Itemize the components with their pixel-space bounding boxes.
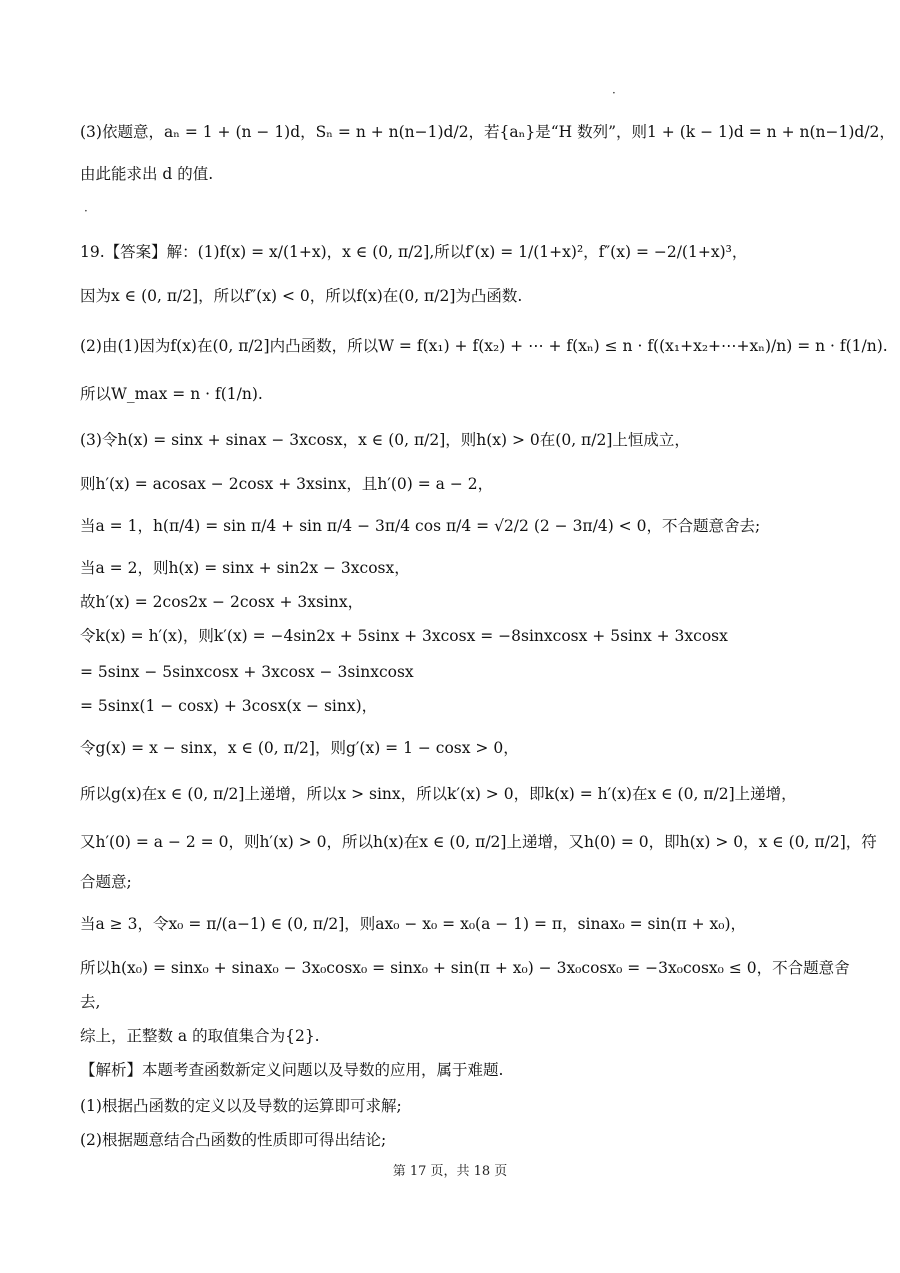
text-line: (3)令h(x) = sinx + sinax − 3xcosx，x ∈ (0, π/2]，则h(x) > 0在(0, π/2]上恒成立， xyxy=(80,431,690,449)
text-line: (1)根据凸函数的定义以及导数的运算即可求解; xyxy=(80,1097,402,1115)
stray-dot-mark: · xyxy=(84,204,88,218)
text-line: 19.【答案】解：(1)f(x) = x/(1+x)，x ∈ (0, π/2],所以f′(x) = 1/(1+x)²，f″(x) = −2/(1+x)³， xyxy=(80,243,748,261)
text-line: = 5sinx − 5sinxcosx + 3xcosx − 3sinxcosx xyxy=(80,663,414,681)
text-line: = 5sinx(1 − cosx) + 3cosx(x − sinx)， xyxy=(80,697,378,715)
text-line: (2)根据题意结合凸函数的性质即可得出结论; xyxy=(80,1131,387,1149)
page-footer: 第 17 页，共 18 页 xyxy=(392,1164,508,1179)
text-line: 又h′(0) = a − 2 = 0，则h′(x) > 0，所以h(x)在x ∈ (0, π/2]上递增，又h(0) = 0，即h(x) > 0，x ∈ (0, π/2]，符 xyxy=(80,833,877,851)
text-line: 所以W_max = n · f(1/n). xyxy=(80,385,263,403)
text-line: 故h′(x) = 2cos2x − 2cosx + 3xsinx， xyxy=(80,593,364,611)
text-line: 因为x ∈ (0, π/2]，所以f″(x) < 0，所以f(x)在(0, π/2]为凸函数. xyxy=(80,287,523,305)
text-line: (3)依题意，aₙ = 1 + (n − 1)d，Sₙ = n + n(n−1)d/2，若{aₙ}是“H 数列”，则1 + (k − 1)d = n + n(n−1)d/2， xyxy=(80,123,895,141)
text-line: 则h′(x) = acosax − 2cosx + 3xsinx，且h′(0) = a − 2， xyxy=(80,475,494,493)
text-line: 【解析】本题考查函数新定义问题以及导数的应用，属于难题. xyxy=(80,1061,504,1079)
text-line: 令k(x) = h′(x)，则k′(x) = −4sin2x + 5sinx + 3xcosx = −8sinxcosx + 5sinx + 3xcosx xyxy=(80,627,728,645)
text-line: 所以h(x₀) = sinx₀ + sinax₀ − 3x₀cosx₀ = sinx₀ + sin(π + x₀) − 3x₀cosx₀ = −3x₀cosx₀ ≤ 0，不合题意舍 xyxy=(80,959,850,977)
text-line: 当a = 1，h(π/4) = sin π/4 + sin π/4 − 3π/4 cos π/4 = √2/2 (2 − 3π/4) < 0，不合题意舍去; xyxy=(80,517,761,535)
text-line: 当a = 2，则h(x) = sinx + sin2x − 3xcosx， xyxy=(80,559,410,577)
stray-dot-mark: · xyxy=(612,86,616,100)
text-line: (2)由(1)因为f(x)在(0, π/2]内凸函数，所以W = f(x₁) + f(x₂) + ⋯ + f(xₙ) ≤ n · f((x₁+x₂+⋯+xₙ)/n) = n · f(1/n). xyxy=(80,337,888,355)
text-line: 去, xyxy=(80,993,101,1011)
text-line: 由此能求出 d 的值. xyxy=(80,165,214,183)
text-line: 令g(x) = x − sinx，x ∈ (0, π/2]，则g′(x) = 1 − cosx > 0， xyxy=(80,739,519,757)
text-line: 合题意; xyxy=(80,873,132,891)
text-line: 综上，正整数 a 的取值集合为{2}. xyxy=(80,1027,320,1045)
text-line: 所以g(x)在x ∈ (0, π/2]上递增，所以x > sinx，所以k′(x) > 0，即k(x) = h′(x)在x ∈ (0, π/2]上递增， xyxy=(80,785,797,803)
text-line: 当a ≥ 3，令x₀ = π/(a−1) ∈ (0, π/2]，则ax₀ − x₀ = x₀(a − 1) = π，sinax₀ = sin(π + x₀)， xyxy=(80,915,747,933)
